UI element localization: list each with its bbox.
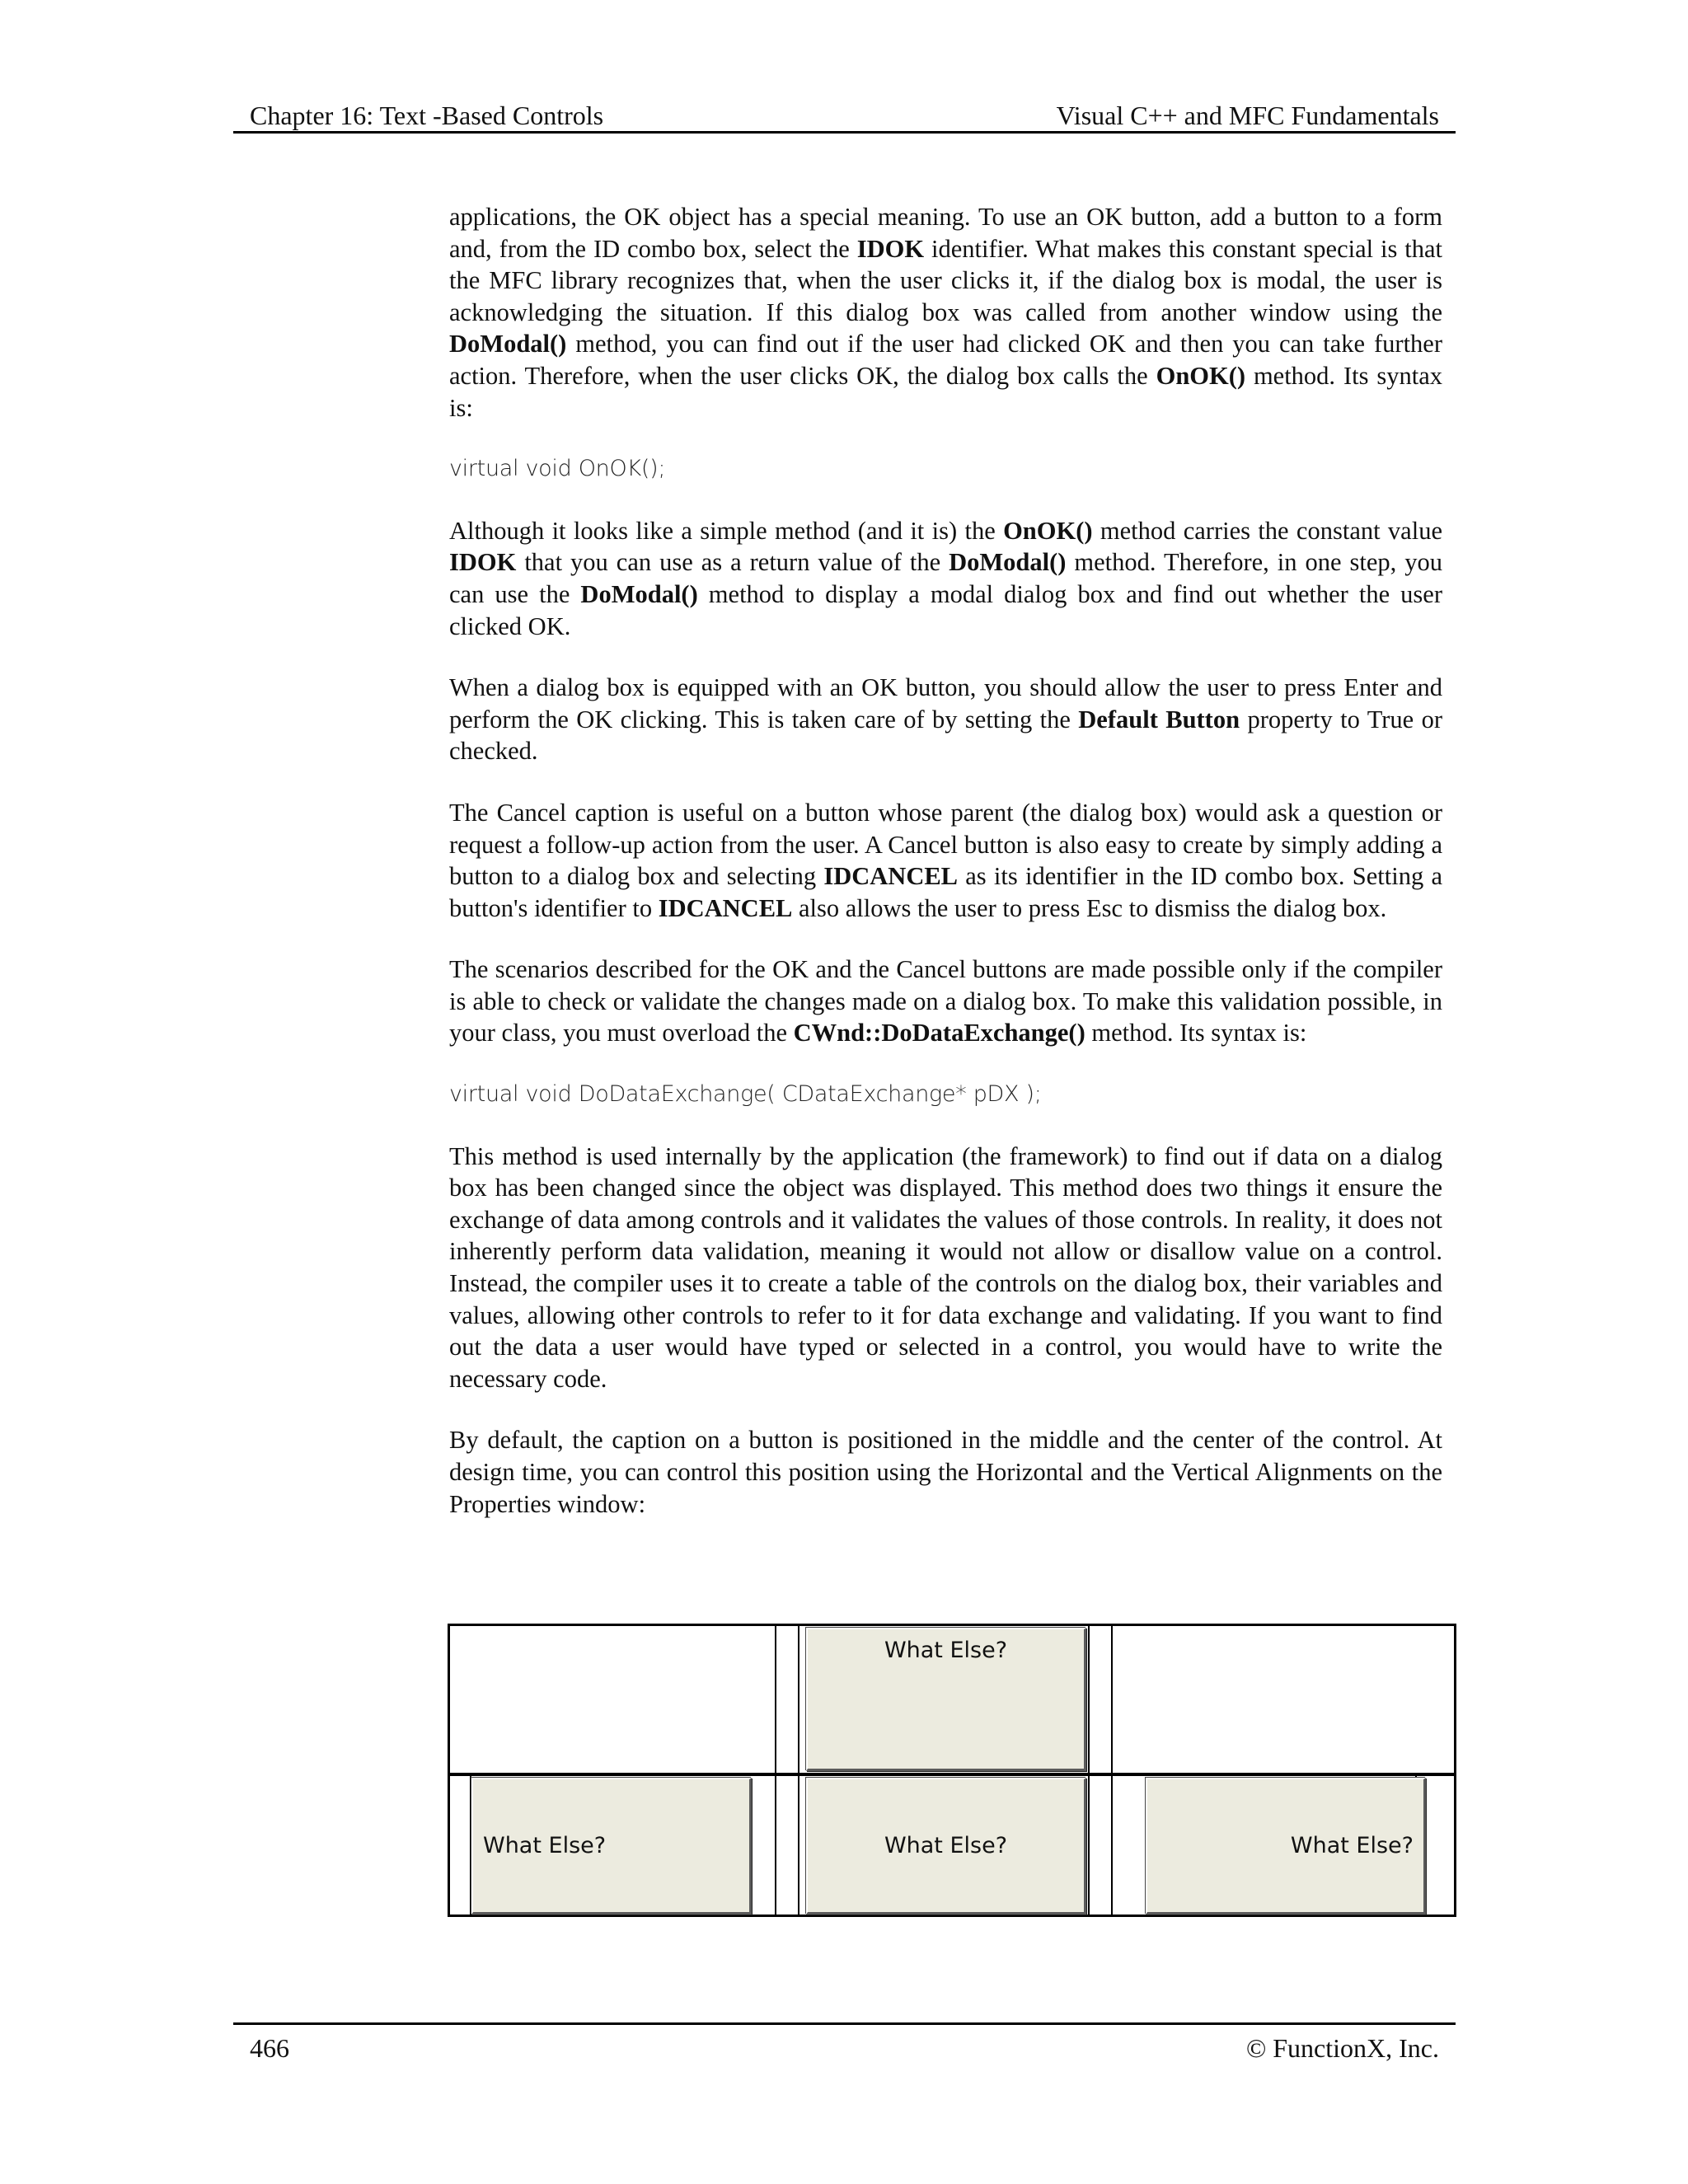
page-footer	[233, 2022, 1456, 2064]
grid-divider	[1088, 1626, 1090, 1915]
book-title: Visual C++ and MFC Fundamentals	[1056, 101, 1439, 130]
button-middle-center[interactable]	[806, 1778, 1086, 1915]
button-caption: What Else?	[884, 1638, 1008, 1663]
button-middle-left[interactable]	[471, 1778, 752, 1915]
grid-divider	[775, 1626, 776, 1915]
alignment-figure	[448, 1624, 1456, 1917]
paragraph-4: The Cancel caption is useful on a button whose parent (the dialog box) would ask a question or request a follow-up action from the user. A Cancel button is also easy to create by simply adding a button to a dialog box and selecting IDCANCEL as its identifier in the ID combo box. Setting a button's identifier to IDCANCEL also allows the user to press Esc to dismiss the dialog box.	[449, 798, 1442, 922]
chapter-title: Chapter 16: Text -Based Controls	[250, 101, 604, 130]
code-dodataexchange: virtual void DoDataExchange( CDataExchange* pDX );	[449, 1081, 1042, 1108]
paragraph-2: Although it looks like a simple method (and it is) the OnOK() method carries the constant value IDOK that you can use as a return value of the DoModal() method. Therefore, in one step, you can use the DoModal() method to display a modal dialog box and find out whether the user clicked OK.	[449, 516, 1442, 640]
main-text	[449, 201, 1442, 1549]
page-header	[233, 97, 1456, 134]
grid-divider	[450, 1773, 1454, 1776]
paragraph-5: The scenarios described for the OK and the Cancel buttons are made possible only if the compiler is able to check or validate the changes made on a dialog box. To make this validation possible, in your class, you must overload the CWnd::DoDataExchange() method. Its syntax is:	[449, 955, 1442, 1047]
button-caption: What Else?	[1290, 1833, 1414, 1858]
page-number: 466	[250, 2033, 289, 2063]
paragraph-1: applications, the OK object has a special meaning. To use an OK button, add a button to a form and, from the ID combo box, select the IDOK identifier. What makes this constant special is that the MFC library recognizes that, when the user clicks it, if the dialog box is modal, the user is acknowledging the situation. If this dialog box was called from another window using the DoModal() method, you can find out if the user had clicked OK and then you can take further action. Therefore, when the user clicks OK, the dialog box calls the OnOK() method. Its syntax is:	[449, 203, 1442, 422]
copyright: © FunctionX, Inc.	[1245, 2033, 1439, 2063]
button-top-center[interactable]	[806, 1628, 1086, 1771]
code-onok: virtual void OnOK();	[449, 456, 666, 482]
button-caption: What Else?	[483, 1833, 607, 1858]
button-caption: What Else?	[884, 1833, 1008, 1858]
paragraph-6: This method is used internally by the application (the framework) to find out if data on a dialog box has been changed since the object was displayed. This method does two things it ensure the exchange of data among controls and it validates the values of those controls. In reality, it does not inherently perform data validation, meaning it would not allow or disallow value on a control. Instead, the compiler uses it to create a table of the controls on the dialog box, their variables and values, allowing other controls to refer to it for data exchange and validating. If you want to find out the data a user would have typed or selected in a control, you would have to write the necessary code.	[449, 1141, 1442, 1393]
grid-divider	[1111, 1626, 1113, 1915]
grid-divider	[798, 1626, 799, 1915]
paragraph-7: By default, the caption on a button is positioned in the middle and the center of the control. At design time, you can control this position using the Horizontal and the Vertical Alignments on the Properties window:	[449, 1426, 1442, 1518]
paragraph-3: When a dialog box is equipped with an OK button, you should allow the user to press Enter and perform the OK clicking. This is taken care of by setting the Default Button property to True or checked.	[449, 673, 1442, 766]
button-middle-right[interactable]	[1146, 1778, 1426, 1915]
